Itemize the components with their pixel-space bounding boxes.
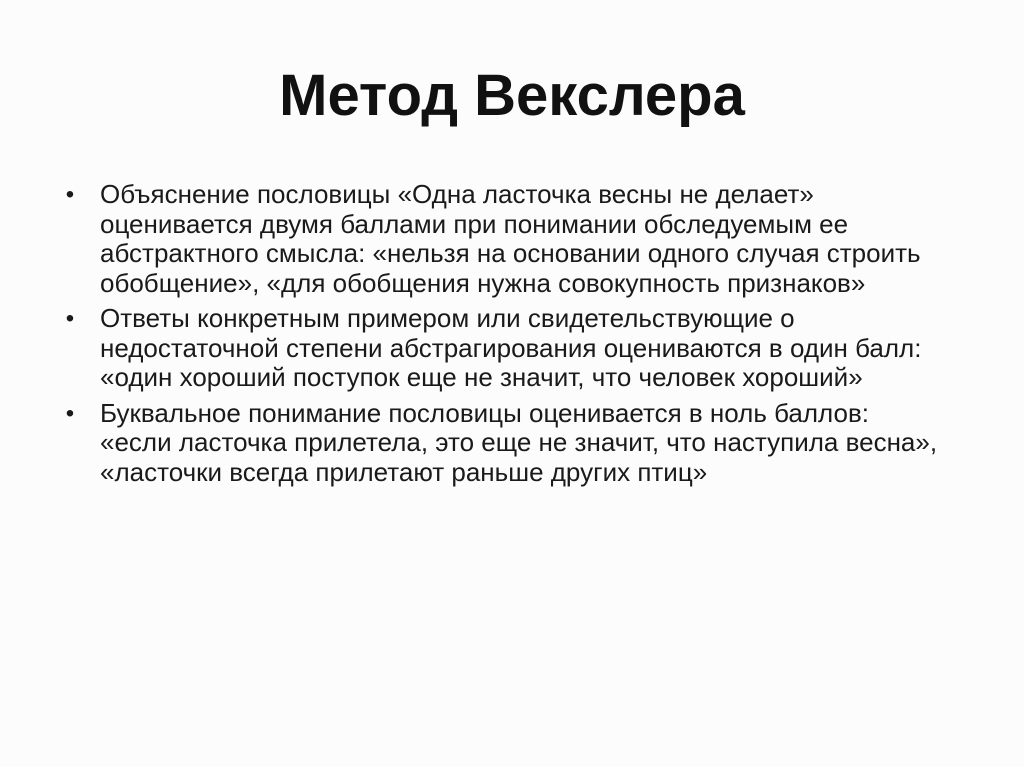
slide-title: Метод Векслера: [279, 63, 745, 128]
list-item: [60, 399, 940, 488]
bullet-list: [60, 180, 940, 493]
bullet-icon: •: [65, 181, 75, 208]
bullet-text: Объяснение пословицы «Одна ласточка весны не делает» оценивается двумя баллами при понимании обследуемым ее абстрактного смысла: «нельзя на основании одного случая строить обобщение», «для обобщения нужна совокупность признаков»: [100, 179, 921, 298]
bullet-icon: •: [65, 305, 75, 332]
bullet-text: Ответы конкретным примером или свидетельствующие о недостаточной степени абстрагирования оцениваются в один балл: «один хороший поступок еще не значит, что человек хороший»: [100, 303, 922, 392]
bullet-text: Буквальное понимание пословицы оценивается в ноль баллов: «если ласточка прилетела, это еще не значит, что наступила весна», «ласточки всегда прилетают раньше других птиц»: [100, 397, 938, 487]
list-item: [60, 304, 940, 393]
list-item: [60, 180, 940, 298]
bullet-icon: •: [65, 399, 75, 427]
